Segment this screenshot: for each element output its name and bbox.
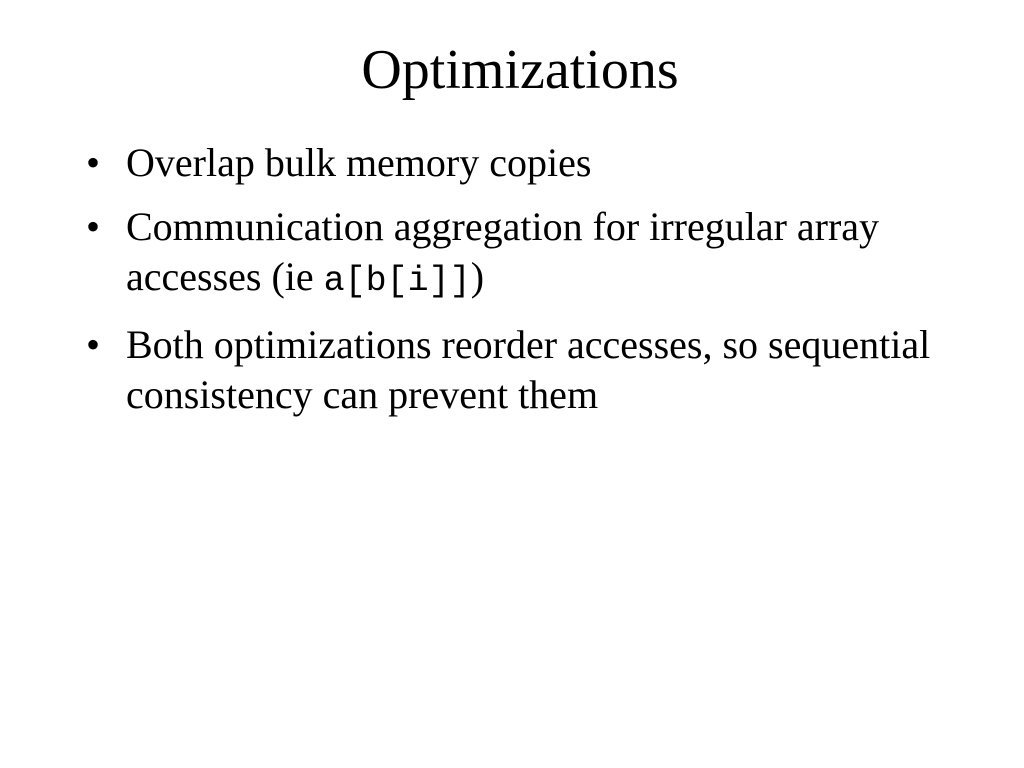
code-snippet: a[b[i]] <box>323 261 471 301</box>
slide-title: Optimizations <box>361 39 679 101</box>
bullet-item-overlap-copies <box>86 138 986 188</box>
bullet-text-prefix: Communication aggregation for irregular array accesses (ie <box>126 204 880 299</box>
bullet-text: Overlap bulk memory copies <box>126 140 592 185</box>
bullet-list <box>86 138 986 420</box>
bullet-text-suffix: ) <box>470 254 485 299</box>
bullet-icon: • <box>86 204 101 249</box>
bullet-item-reorder-accesses <box>86 320 986 420</box>
bullet-text: Both optimizations reorder accesses, so sequential consistency can prevent them <box>126 322 931 417</box>
bullet-item-communication-aggregation <box>86 202 986 306</box>
bullet-icon: • <box>86 140 101 185</box>
bullet-icon: • <box>86 322 101 367</box>
